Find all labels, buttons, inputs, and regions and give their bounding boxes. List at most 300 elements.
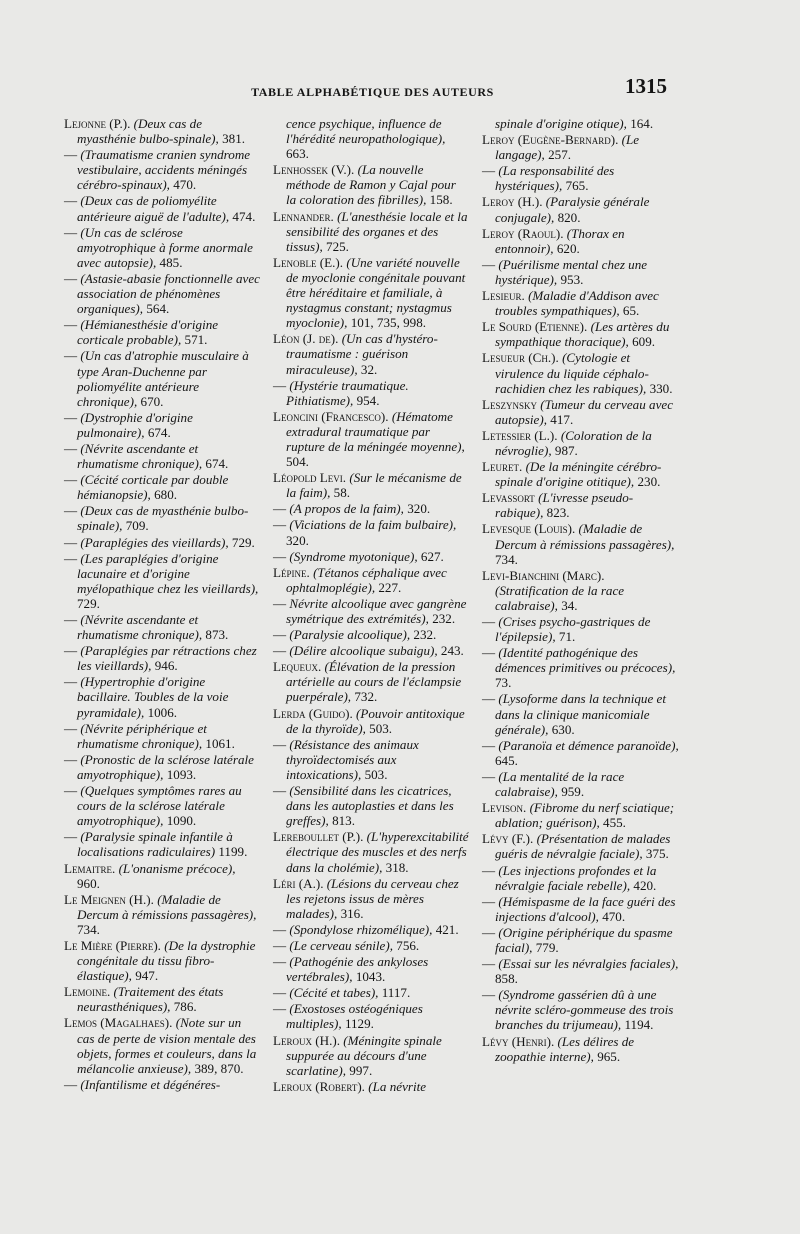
author-name: Leroux (Robert). [273,1078,365,1094]
author-name: Lejonne (P.). [64,116,131,131]
index-entry [273,501,469,516]
index-entry [64,643,260,673]
page-reference: 997. [349,1062,373,1078]
page-reference: 1194. [624,1017,654,1033]
page-reference: 257. [548,147,572,163]
author-name: — [482,768,496,784]
author-name: Levesque (Louis). [482,521,576,537]
entry-title: (Délire alcoolique subaigu), [289,643,438,659]
author-name: — [64,720,78,736]
page-reference: 954. [356,392,380,408]
entry-title: (Névrite ascendante et rhumatisme chronique), [77,612,203,643]
entry-title: (Exostoses ostéogéniques multiples), [286,1001,423,1032]
entry-title: (L'ivresse pseudo-rabique), [495,490,634,521]
index-entry [64,317,260,347]
index-entry [64,503,260,533]
entry-title: (Paralysie spinale infantile à localisations radiculaires) [77,829,233,860]
author-name: — [64,612,78,627]
page-reference: 32. [360,361,378,377]
page-reference: 230. [637,474,661,490]
page-reference: 320. [286,532,309,548]
entry-title: (Fibrome du nerf sciatique; ablation; guérison), [495,800,675,831]
entry-title: (A propos de la faim), [289,501,404,517]
page-reference: 330. [649,380,673,396]
page-reference: 375. [645,846,669,862]
author-name: Léri (A.). [273,875,324,891]
author-name: Levison. [482,800,527,816]
author-name: Léopold Levi. [273,470,347,486]
entry-title: (Tétanos céphalique avec ophtalmoplégie), [286,564,447,595]
entry-title: (Stratification de la race calabraise), [495,582,625,613]
author-name: — [273,783,287,799]
author-name: Lesueur (Ch.). [482,350,559,366]
index-entry [482,257,680,287]
page-reference: 670. [140,393,164,409]
page-reference: 101, 735, 998. [350,315,427,331]
page-reference: 316. [340,905,364,921]
author-name: — [64,193,78,209]
index-entry [482,116,680,131]
page-reference: 504. [286,454,309,470]
author-name: Lemos (Magalhaes). [64,1015,173,1031]
author-name: Levassort [482,490,535,506]
author-name: Leszynsky [482,396,538,412]
page-reference: 680. [154,487,178,503]
index-entry [482,800,680,830]
page-reference: 725. [326,238,349,254]
index-entry [273,985,469,1000]
index-entry [273,116,469,161]
author-name: — [273,954,287,970]
index-entry [482,956,680,986]
entry-title: (Coloration de la névroglie), [495,427,652,458]
author-name: Leoncini (Francesco). [273,408,389,424]
author-name: Levi-Bianchini (Marc). [482,567,605,583]
page-reference: 729. [231,534,255,550]
author-name: Le Meignen (H.). [64,891,154,907]
index-entry [64,984,260,1014]
page-reference: 674. [205,456,229,472]
author-name: — [64,440,78,456]
page-reference: 729. [77,595,100,611]
index-entry [482,428,680,458]
page-reference: 960. [77,875,100,891]
author-name: — [64,409,78,425]
page-reference: 953. [560,271,584,287]
entry-title: (De la méningite cérébro-spinale d'origine otitique), [495,459,662,490]
page-reference: 420. [633,877,657,893]
page-reference: 620. [556,240,580,256]
page-reference: 73. [495,675,512,691]
author-name: — [482,645,496,661]
index-entry [482,691,680,736]
entry-title: (Paralysie générale conjugale), [495,194,650,225]
author-name: Le Mière (Pierre). [64,937,161,953]
author-name: Lemaitre. [64,860,116,876]
page-reference: 630. [551,721,575,737]
index-entry [64,116,260,146]
entry-title: (Lésions du cerveau chez les rejetons issus de mères malades), [286,875,459,921]
index-entry [482,459,680,489]
author-name: — [64,643,78,659]
entry-title: (Pronostic de la sclérose latérale amyotrophique), [77,751,254,782]
index-entry [64,271,260,316]
running-header: TABLE ALPHABÉTIQUE DES AUTEURS [251,85,494,99]
entry-title: (La responsabilité des hystériques), [495,163,615,194]
page-reference: 823. [546,505,570,521]
entry-title: (Sur le mécanisme de la faim), [286,470,462,501]
author-name: — [64,147,78,163]
index-entry [273,643,469,658]
index-entry [273,378,469,408]
index-entry [64,441,260,471]
entry-title: (Lysoforme dans la technique et dans la clinique manicomiale générale), [495,691,666,737]
index-entry [64,535,260,550]
entry-title: (Un cas d'atrophie musculaire à type Aran-Duchenne par poliomyélite antérieure chronique), [77,348,249,409]
page-reference: 627. [420,548,444,564]
entry-title: (Syndrome myotonique), [289,548,418,564]
index-entry [273,706,469,736]
entry-title: (Hématome extradural traumatique par rupture de la méningée moyenne), [286,408,465,454]
index-entry [482,288,680,318]
page-reference: 1093. [166,766,197,782]
entry-title: (Élévation de la pression artérielle au cours de l'éclampsie puerpérale), [286,659,462,705]
author-name: — [64,348,78,364]
page-reference: 485. [159,254,183,270]
author-name: — [273,517,287,533]
entry-title: (De la dystrophie congénitale du tissu fibro-élastique), [77,937,256,984]
index-entry [64,612,260,642]
index-entry [482,831,680,861]
entry-title: (Méningite spinale suppurée au décours d'une scarlatine), [286,1032,442,1078]
index-entry [482,397,680,427]
author-name: Leroux (H.). [273,1032,340,1048]
index-column-3 [482,116,680,1065]
author-name: — [482,737,496,753]
entry-title: (Névrite ascendante et rhumatisme chronique), [77,440,203,472]
entry-title: (L'onanisme précoce), [118,860,236,876]
index-entry [273,255,469,330]
index-entry [273,209,469,254]
page-reference: 389, 870. [194,1060,244,1076]
page-reference: 470. [173,177,197,193]
entry-title: (Présentation de malades guéris de névralgie faciale), [495,831,671,862]
index-entry [482,490,680,520]
index-entry [482,319,680,349]
author-name: — [273,627,287,643]
entry-title: Névrite alcoolique avec gangrène symétrique des extrémités), [286,595,467,626]
author-name: — [482,691,496,707]
author-name: Léon (J. de). [273,331,339,347]
entry-title: (Deux cas de myasthénie bulbo-spinale), [77,503,249,534]
index-entry [273,954,469,984]
index-entry [482,738,680,768]
author-name: — [64,270,78,286]
entry-title: (Dystrophie d'origine pulmonaire), [77,409,193,440]
author-name: — [64,783,78,799]
entry-title: (Deux cas de poliomyélite antérieure aiguë de l'adulte), [77,193,230,224]
index-entry [273,783,469,828]
author-name: Leroy (Eugène-Bernard). [482,132,619,148]
index-entry [273,470,469,500]
index-entry [273,596,469,626]
entry-title: (Hémianesthésie d'origine corticale probable), [77,317,219,348]
entry-title: (Thorax en entonnoir), [495,225,625,256]
index-entry [273,737,469,782]
entry-title: (Maladie de Dercum à rémissions passagères), [77,891,257,922]
entry-title: (La névrite [368,1078,427,1094]
page-reference: 320. [407,501,431,517]
entry-title: (Un cas d'hystéro-traumatisme : guérison miraculeuse), [286,331,438,377]
page-reference: 232. [413,627,437,643]
entry-title: (Essai sur les névralgies faciales), [498,956,679,972]
author-name: Lenhossek (V.). [273,162,355,178]
index-entry [482,1034,680,1064]
index-entry [482,350,680,395]
page-reference: 232. [432,611,456,626]
index-entry [64,147,260,192]
index-entry [64,892,260,937]
index-entry [482,194,680,224]
author-name: Lesieur. [482,288,525,304]
page-number: 1315 [625,74,667,98]
entry-title: (Le langage), [495,132,640,163]
author-name: — [482,893,496,909]
author-name: Leuret. [482,459,523,475]
page-reference: 164. [630,116,654,131]
author-name: — [64,224,78,240]
index-entry [273,938,469,953]
entry-title: (L'hyperexcitabilité électrique des muscles et des nerfs dans la cholémie), [286,829,469,875]
entry-title: (Névrite périphérique et rhumatisme chronique), [77,720,207,751]
author-name: Lereboullet (P.). [273,829,364,845]
author-name: — [482,256,496,272]
page-reference: 1129. [344,1016,374,1032]
page-reference: 34. [561,597,578,613]
page-reference: 873. [205,627,229,643]
page-reference: 455. [603,815,626,831]
index-entry [482,894,680,924]
index-entry [273,627,469,642]
entry-title: (Hémispasme de la face guéri des injections d'alcool), [495,893,676,924]
author-name: Le Sourd (Etienne). [482,319,588,335]
entry-title: (Spondylose rhizomélique), [289,921,433,937]
page-reference: 946. [154,658,178,674]
index-entry [64,348,260,408]
page-reference: 987. [554,442,578,458]
page-reference: 243. [440,643,464,659]
index-entry [482,987,680,1032]
author-name: — [64,751,78,767]
author-name: Lenoble (E.). [273,254,344,270]
page-reference: 470. [602,908,626,924]
page-reference: 663. [286,146,309,162]
page-reference: 421. [435,921,459,937]
page-reference: 1117. [381,985,411,1001]
index-entry [273,409,469,469]
entry-title: (Les artères du sympathique thoracique), [495,319,670,350]
entry-title: (Cécité et tabes), [289,985,379,1001]
index-entry [64,752,260,782]
author-name: — [482,862,496,878]
page-reference: 786. [173,999,197,1015]
page-reference: 417. [550,411,574,427]
entry-title: (Hystérie traumatique. Pithiatisme), [286,377,409,408]
page-reference: 965. [597,1048,621,1064]
index-entry [64,829,260,859]
page-reference: 65. [622,303,640,319]
page-reference: 959. [561,784,585,800]
author-name: Lemoine. [64,984,111,1000]
author-name: — [64,317,78,333]
index-entry [64,861,260,891]
page-reference: 609. [632,334,656,350]
index-entry [64,225,260,270]
entry-title: (Les paraplégies d'origine lacunaire et d'origine myélopathique chez les vieillards), [77,550,259,596]
entry-title: (Résistance des animaux thyroïdectomisés aux intoxications), [286,736,419,782]
page-reference: 674. [147,424,171,440]
entry-title: (Maladie d'Addison avec troubles sympathiques), [495,288,659,319]
entry-title: (Paranoïa et démence paranoïde), [498,737,679,753]
page-reference: 571. [184,332,208,348]
author-name: — [64,1076,78,1092]
author-name: — [64,550,78,566]
page-reference: 381. [222,131,246,147]
entry-title: (Astasie-abasie fonctionnelle avec association de phénomènes organiques), [77,270,260,317]
author-name: — [273,937,287,953]
entry-title: (Note sur un cas de perte de vision mentale des objets, formes et couleurs, dans la mélancolie anxieuse), [77,1015,257,1076]
index-entry [64,193,260,223]
index-entry [482,769,680,799]
author-name: — [64,534,78,550]
entry-title: (Sensibilité dans les cicatrices, dans les autoplasties et dans les greffes), [286,783,454,829]
index-entry [482,925,680,955]
index-entry [273,565,469,595]
page-reference: 158. [429,192,453,208]
index-entry [482,521,680,566]
index-entry [482,863,680,893]
index-entry [273,1079,469,1094]
index-entry [64,938,260,983]
entry-title: (Le cerveau sénile), [289,937,393,953]
entry-title: (Hypertrophie d'origine bacillaire. Toubles de la voie pyramidale), [77,674,229,720]
index-column-2 [273,116,469,1095]
entry-title: (Paralysie alcoolique), [289,627,411,643]
index-entry [64,1015,260,1075]
author-name: — [273,985,287,1001]
author-name: Lequeux. [273,659,322,675]
page-reference: 318. [385,859,409,875]
author-name: Lerda (Guido). [273,705,353,721]
author-name: — [273,501,287,517]
page-reference: 858. [495,971,518,987]
entry-title: (L'anesthésie locale et la sensibilité des organes et des tissus), [286,208,468,254]
index-entry [273,331,469,376]
index-entry [273,659,469,704]
index-entry [273,1001,469,1031]
page-reference: 503. [364,766,388,782]
entry-title: (Deux cas de myasthénie bulbo-spinale), [77,116,219,147]
author-name: Letessier (L.). [482,427,558,443]
entry-title: spinale d'origine otique), [495,116,627,131]
page-reference: 58. [333,485,351,501]
page-reference: 503. [369,720,393,736]
author-name: — [273,921,287,937]
entry-title: (Cécité corticale par double hémianopsie), [77,472,229,503]
index-entry [273,922,469,937]
entry-title: (Viciations de la faim bulbaire), [289,517,457,533]
author-name: — [64,503,78,519]
page-reference: 227. [378,579,402,595]
entry-title: cence psychique, influence de l'hérédité neuropathologique), [286,116,446,147]
page-reference: 71. [558,629,576,645]
page-reference: 1090. [166,813,197,829]
author-name: — [64,829,78,845]
author-name: — [482,987,496,1003]
page-reference: 779. [535,939,559,955]
page-reference: 474. [232,208,256,224]
index-entry [64,410,260,440]
entry-title: (Une variété nouvelle de myoclonie congénitale pouvant être héréditaire et familiale, à nystagmus constant; nystagmus myoclonie), [286,254,466,331]
page-reference: 734. [495,551,518,567]
author-name: — [273,643,287,659]
page-reference: 813. [332,813,355,829]
index-entry [273,1033,469,1078]
index-entry [482,568,680,613]
index-entry [273,162,469,207]
author-name: — [273,595,287,611]
author-name: Leroy (Raoul). [482,225,564,241]
entry-title: (Traumatisme cranien syndrome vestibulaire, accidents méningés cérébro-spinaux), [77,147,251,193]
page-reference: 820. [557,209,581,225]
entry-title: (Infantilisme et dégénéres- [80,1076,221,1092]
author-name: — [482,924,496,940]
author-name: — [64,674,78,690]
author-name: — [273,1001,287,1017]
author-name: — [482,163,496,179]
entry-title: (Les délires de zoopathie interne), [495,1033,635,1064]
entry-title: (Traitement des états neurasthéniques), [77,984,224,1015]
author-name: Lévy (F.). [482,831,534,847]
entry-title: (Les injections profondes et la névralgie faciale rebelle), [495,862,657,893]
author-name: — [482,956,496,972]
page-reference: 1006. [147,704,178,720]
index-entry [273,549,469,564]
entry-title: (Puérilisme mental chez une hystérique), [495,256,648,287]
index-column-1 [64,116,260,1093]
author-name: Lépine. [273,564,310,580]
index-entry [482,163,680,193]
entry-title: (Pouvoir antitoxique de la thyroïde), [286,705,465,736]
index-entry [64,1077,260,1092]
author-name: — [273,548,287,564]
index-entry [64,551,260,611]
entry-title: (La mentalité de la race calabraise), [495,768,625,800]
author-name: — [482,614,496,629]
entry-title: (Crises psycho-gastriques de l'épilepsie), [495,614,651,645]
page-reference: 564. [146,301,170,317]
index-entry [64,783,260,828]
page-reference: 1043. [355,969,386,985]
index-entry [273,829,469,874]
index-entry [482,132,680,162]
page-reference: 732. [354,689,378,705]
page-reference: 1199. [218,844,248,860]
index-entry [64,674,260,719]
index-entry [64,472,260,502]
entry-title: (Cytologie et virulence du liquide céphalo-rachidien chez les rabiques), [495,350,649,396]
entry-title: (Identité pathogénique des démences primitives ou précoces), [495,645,676,676]
